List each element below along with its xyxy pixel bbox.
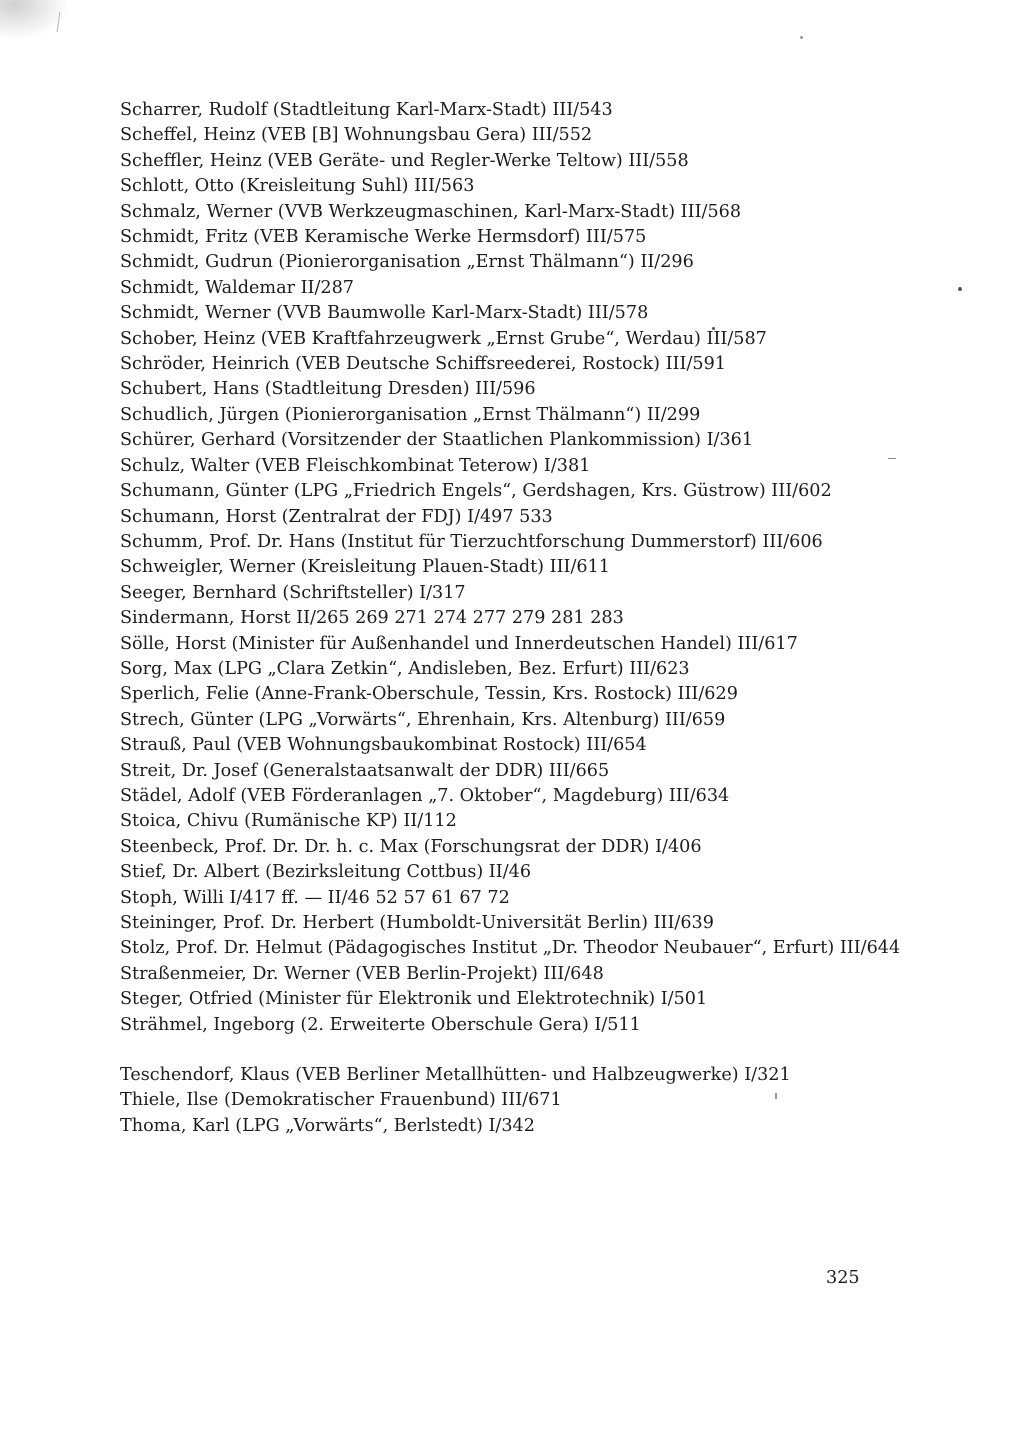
index-entry: Schmidt, Werner (VVB Baumwolle Karl-Marx-Stadt) III/578 <box>120 303 649 324</box>
index-entry: Stoica, Chivu (Rumänische KP) II/112 <box>120 811 457 832</box>
index-entry: Sorg, Max (LPG „Clara Zetkin“, Andisleben, Bez. Erfurt) III/623 <box>120 658 690 679</box>
index-entry: Scharrer, Rudolf (Stadtleitung Karl-Marx-Stadt) III/543 <box>120 100 613 120</box>
index-entry: Schweigler, Werner (Kreisleitung Plauen-Stadt) III/611 <box>120 557 610 578</box>
index-entry: Strech, Günter (LPG „Vorwärts“, Ehrenhain, Krs. Altenburg) III/659 <box>120 709 726 730</box>
index-entry: Schlott, Otto (Kreisleitung Suhl) III/563 <box>120 176 475 197</box>
index-entry: Schudlich, Jürgen (Pionierorganisation „Ernst Thälmann“) II/299 <box>120 404 701 425</box>
index-entry: Streit, Dr. Josef (Generalstaatsanwalt der DDR) III/665 <box>120 760 610 781</box>
index-entry: Straßenmeier, Dr. Werner (VEB Berlin-Projekt) III/648 <box>120 963 604 984</box>
index-entry: Schmalz, Werner (VVB Werkzeugmaschinen, Karl-Marx-Stadt) III/568 <box>120 201 742 222</box>
index-entry: Thoma, Karl (LPG „Vorwärts“, Berlstedt) I/342 <box>120 1115 535 1136</box>
index-entry: Schröder, Heinrich (VEB Deutsche Schiffsreederei, Rostock) III/591 <box>120 354 726 375</box>
index-entry: Sölle, Horst (Minister für Außenhandel und Innerdeutschen Handel) III/617 <box>120 633 798 654</box>
index-entry: Schumann, Horst (Zentralrat der FDJ) I/497 533 <box>120 506 553 527</box>
index-entry: Steininger, Prof. Dr. Herbert (Humboldt-Universität Berlin) III/639 <box>120 913 714 933</box>
index-entry: Stolz, Prof. Dr. Helmut (Pädagogisches Institut „Dr. Theodor Neubauer“, Erfurt) III/644 <box>120 938 901 959</box>
scan-smudge <box>0 0 70 40</box>
index-entry: Seeger, Bernhard (Schriftsteller) I/317 <box>120 582 466 603</box>
name-index-list <box>120 98 910 1139</box>
index-entry: Sindermann, Horst II/265 269 271 274 277 279 281 283 <box>120 608 624 629</box>
index-entry: Schumann, Günter (LPG „Friedrich Engels“, Gerdshagen, Krs. Güstrow) III/602 <box>120 481 832 502</box>
page-number: 325 <box>826 1268 860 1288</box>
index-entry: Schumm, Prof. Dr. Hans (Institut für Tierzuchtforschung Dummerstorf) III/606 <box>120 531 823 552</box>
index-entry: Scheffel, Heinz (VEB [B] Wohnungsbau Gera) III/552 <box>120 125 593 146</box>
index-entry: Sperlich, Felie (Anne-Frank-Oberschule, Tessin, Krs. Rostock) III/629 <box>120 684 738 705</box>
index-entry: Strauß, Paul (VEB Wohnungsbaukombinat Rostock) III/654 <box>120 735 647 756</box>
index-entry: Steger, Otfried (Minister für Elektronik und Elektrotechnik) I/501 <box>120 989 708 1010</box>
index-entry: Stief, Dr. Albert (Bezirksleitung Cottbus) II/46 <box>120 862 532 883</box>
index-entry: Schürer, Gerhard (Vorsitzender der Staatlichen Plankommission) I/361 <box>120 430 754 451</box>
index-entry: Thiele, Ilse (Demokratischer Frauenbund) III/671 <box>120 1090 562 1111</box>
index-entry: Steenbeck, Prof. Dr. Dr. h. c. Max (Forschungsrat der DDR) I/406 <box>120 836 702 857</box>
index-entry: Schulz, Walter (VEB Fleischkombinat Teterow) I/381 <box>120 455 591 476</box>
index-entry: Scheffler, Heinz (VEB Geräte- und Regler-Werke Teltow) III/558 <box>120 150 689 171</box>
index-entry: Schmidt, Waldemar II/287 <box>120 277 354 298</box>
index-entry: Schubert, Hans (Stadtleitung Dresden) III/596 <box>120 379 536 400</box>
scan-speck <box>800 36 803 39</box>
index-entry: Stoph, Willi I/417 ff. — II/46 52 57 61 67 72 <box>120 887 510 908</box>
index-entry: Schmidt, Fritz (VEB Keramische Werke Hermsdorf) III/575 <box>120 227 647 248</box>
index-entry: Teschendorf, Klaus (VEB Berliner Metallhütten- und Halbzeugwerke) I/321 <box>120 1065 791 1086</box>
index-entry: Städel, Adolf (VEB Förderanlagen „7. Oktober“, Magdeburg) III/634 <box>120 785 730 806</box>
scan-speck <box>958 287 962 291</box>
index-entry: Strähmel, Ingeborg (2. Erweiterte Oberschule Gera) I/511 <box>120 1014 641 1035</box>
index-entry: Schober, Heinz (VEB Kraftfahrzeugwerk „Ernst Grube“, Werdau) III/587 <box>120 328 767 349</box>
index-entry: Schmidt, Gudrun (Pionierorganisation „Ernst Thälmann“) II/296 <box>120 252 694 273</box>
section-gap <box>120 1038 910 1063</box>
